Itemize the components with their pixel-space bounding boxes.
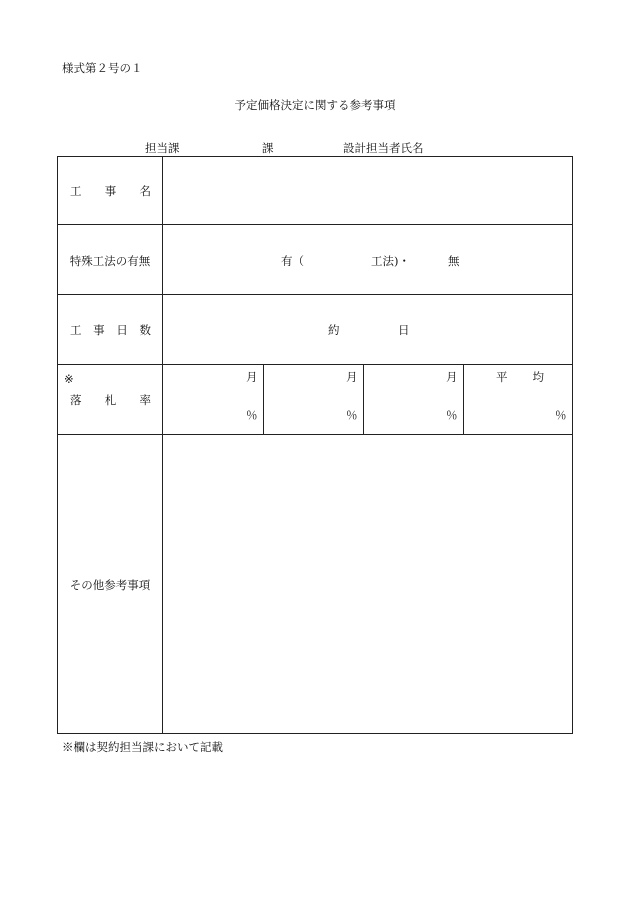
footnote: ※欄は契約担当課において記載 bbox=[62, 740, 223, 754]
bid-rate-percent-2: ％ bbox=[346, 408, 358, 422]
label-char: 率 bbox=[139, 393, 151, 407]
row-divider bbox=[57, 364, 573, 365]
label-char: 落 bbox=[70, 393, 82, 407]
label-char: 札 bbox=[104, 393, 117, 407]
special-method-method: 工法)・ bbox=[371, 254, 410, 268]
special-method-no: 無 bbox=[448, 254, 460, 268]
work-days-day-unit: 日 bbox=[398, 323, 410, 337]
other-notes-label: その他参考事項 bbox=[69, 578, 151, 592]
special-method-yes: 有（ bbox=[281, 254, 304, 268]
label-char: 事 bbox=[104, 184, 117, 198]
other-notes-field[interactable] bbox=[163, 435, 572, 733]
label-char: 平 bbox=[496, 370, 508, 384]
document-title: 予定価格決定に関する参考事項 bbox=[234, 98, 396, 112]
label-char: 数 bbox=[139, 323, 151, 337]
label-char: 均 bbox=[532, 370, 544, 384]
section-ka-label: 課 bbox=[262, 141, 274, 155]
label-char: 名 bbox=[139, 184, 151, 198]
special-method-label: 特殊工法の有無 bbox=[69, 254, 151, 268]
form-number: 様式第２号の１ bbox=[62, 61, 143, 75]
bid-rate-mark: ※ bbox=[64, 372, 74, 386]
bid-rate-percent-3: ％ bbox=[446, 408, 458, 422]
designer-name-label: 設計担当者氏名 bbox=[343, 141, 424, 155]
bid-rate-month-1: 月 bbox=[246, 370, 258, 384]
table-border-right bbox=[572, 156, 573, 734]
department-label: 担当課 bbox=[145, 141, 180, 155]
bid-rate-divider bbox=[463, 364, 464, 434]
label-char: 工 bbox=[70, 323, 82, 337]
table-border-left bbox=[57, 156, 58, 734]
project-name-field[interactable] bbox=[163, 157, 572, 224]
bid-rate-divider bbox=[263, 364, 264, 434]
reference-table bbox=[57, 156, 573, 734]
row-divider bbox=[57, 294, 573, 295]
bid-rate-month-2: 月 bbox=[346, 370, 358, 384]
bid-rate-percent-average: ％ bbox=[555, 408, 567, 422]
label-char: 日 bbox=[116, 323, 128, 337]
bid-rate-divider bbox=[363, 364, 364, 434]
bid-rate-label bbox=[57, 392, 163, 408]
table-border-bottom bbox=[57, 733, 573, 734]
bid-rate-percent-1: ％ bbox=[246, 408, 258, 422]
bid-rate-average-label bbox=[496, 369, 544, 385]
label-char: 工 bbox=[70, 184, 82, 198]
label-char: 事 bbox=[93, 323, 105, 337]
work-days-label bbox=[57, 322, 163, 338]
row-divider bbox=[57, 224, 573, 225]
work-days-approx: 約 bbox=[328, 323, 340, 337]
project-name-label bbox=[57, 183, 163, 199]
bid-rate-month-3: 月 bbox=[446, 370, 458, 384]
